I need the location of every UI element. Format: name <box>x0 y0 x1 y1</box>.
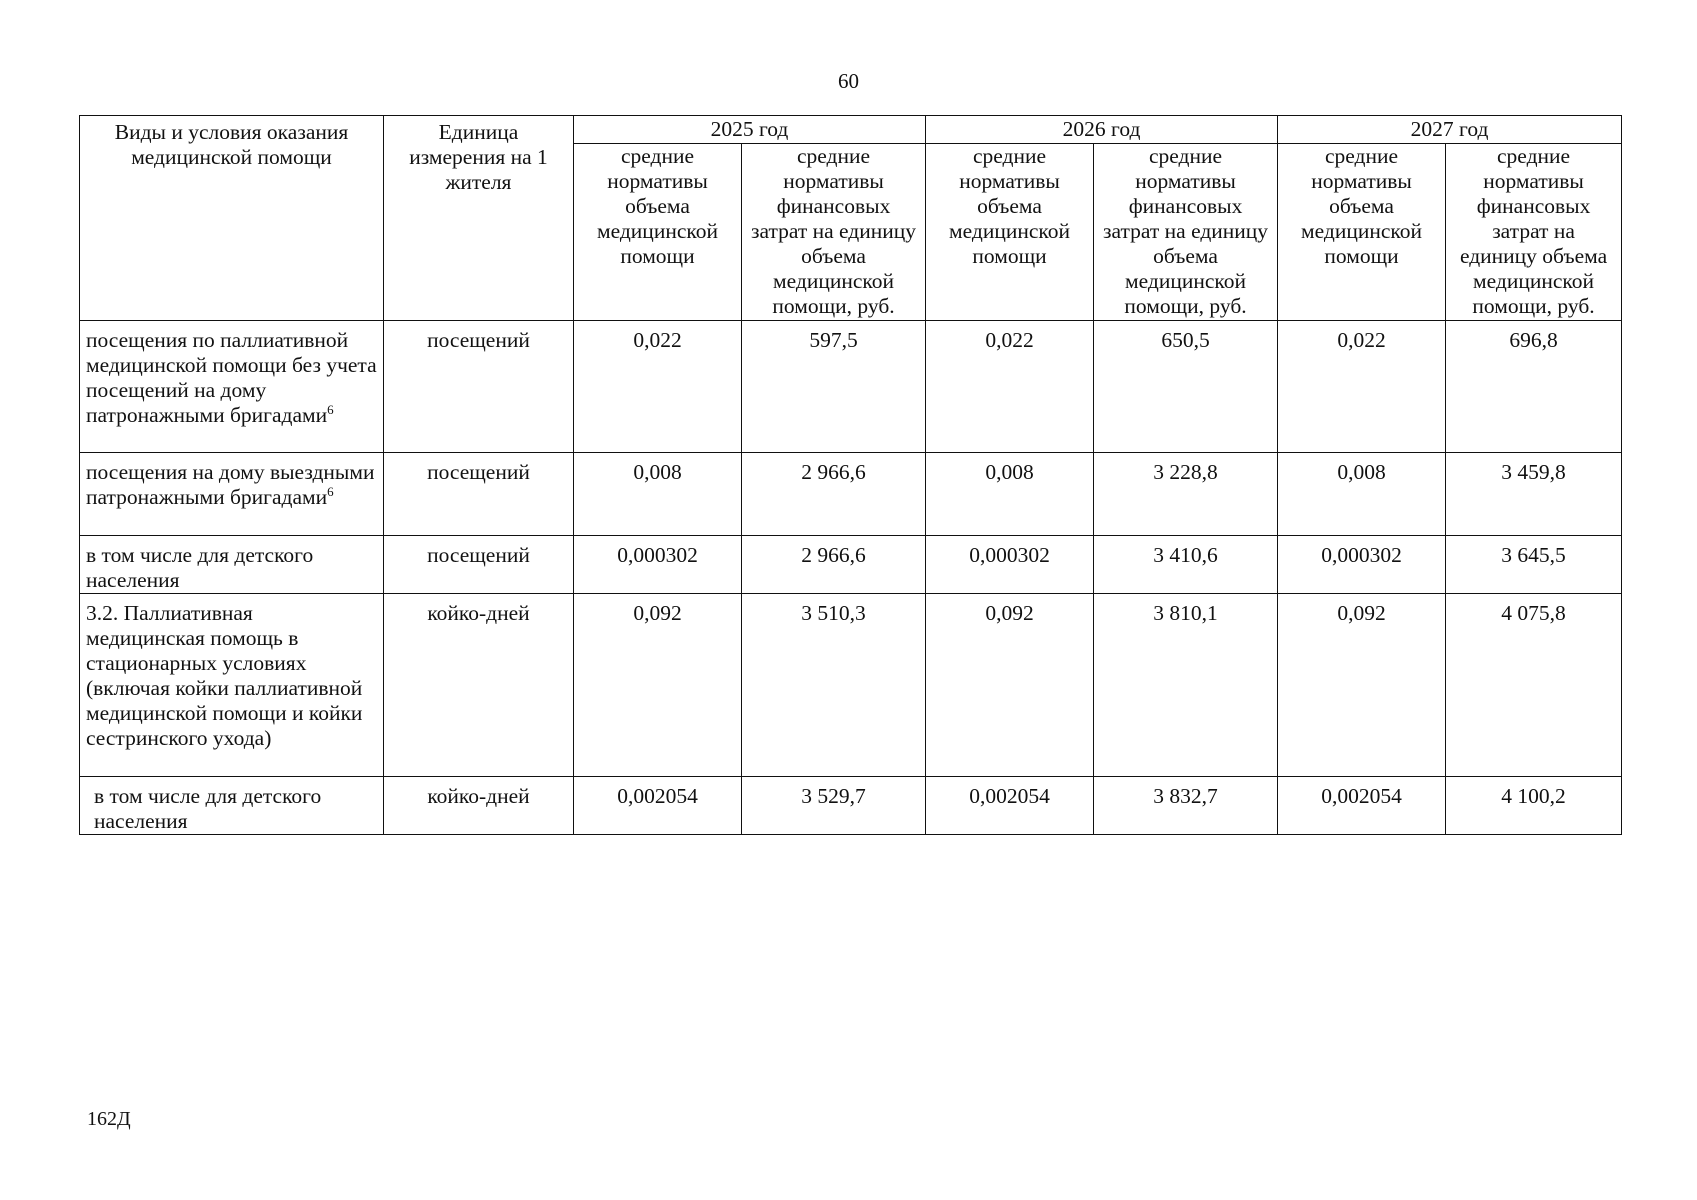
header-year-2026: 2026 год <box>926 116 1278 144</box>
cell-volume-2026: 0,002054 <box>926 777 1094 835</box>
cell-cost-2027: 3 645,5 <box>1446 536 1622 594</box>
cell-cost-2026: 3 410,6 <box>1094 536 1278 594</box>
cell-cost-2027: 4 100,2 <box>1446 777 1622 835</box>
cell-volume-2027: 0,008 <box>1278 453 1446 536</box>
cell-volume-2026: 0,092 <box>926 594 1094 777</box>
cell-volume-2027: 0,002054 <box>1278 777 1446 835</box>
footnote-marker: 6 <box>327 483 334 499</box>
cell-cost-2027: 4 075,8 <box>1446 594 1622 777</box>
cell-cost-2027: 3 459,8 <box>1446 453 1622 536</box>
table-row <box>80 453 1622 536</box>
row-label <box>80 321 384 453</box>
row-unit: посещений <box>384 321 574 453</box>
header-year-2027: 2027 год <box>1278 116 1622 144</box>
header-volume-2026: средние нормативы объема медицинской помощи <box>926 144 1094 321</box>
header-volume-2027: средние нормативы объема медицинской помощи <box>1278 144 1446 321</box>
cell-volume-2027: 0,022 <box>1278 321 1446 453</box>
row-label-text: посещения по паллиативной медицинской помощи без учета посещений на дому патронажными бригадами <box>86 328 377 427</box>
cell-cost-2025: 3 529,7 <box>742 777 926 835</box>
row-unit: посещений <box>384 453 574 536</box>
cell-cost-2025: 2 966,6 <box>742 453 926 536</box>
cell-volume-2025: 0,000302 <box>574 536 742 594</box>
row-label <box>80 453 384 536</box>
cell-volume-2027: 0,092 <box>1278 594 1446 777</box>
footnote-marker: 6 <box>327 401 334 417</box>
cell-cost-2026: 650,5 <box>1094 321 1278 453</box>
cell-volume-2025: 0,002054 <box>574 777 742 835</box>
header-volume-2025: средние нормативы объема медицинской помощи <box>574 144 742 321</box>
header-year-2025: 2025 год <box>574 116 926 144</box>
table-row <box>80 321 1622 453</box>
row-unit: койко-дней <box>384 594 574 777</box>
cell-volume-2025: 0,008 <box>574 453 742 536</box>
cell-cost-2025: 3 510,3 <box>742 594 926 777</box>
table-header-row <box>80 116 1622 144</box>
cell-cost-2026: 3 810,1 <box>1094 594 1278 777</box>
cell-volume-2025: 0,022 <box>574 321 742 453</box>
cell-volume-2026: 0,008 <box>926 453 1094 536</box>
cell-cost-2025: 2 966,6 <box>742 536 926 594</box>
header-cost-2025: средние нормативы финансовых затрат на единицу объема медицинской помощи, руб. <box>742 144 926 321</box>
header-type-of-care: Виды и условия оказания медицинской помощи <box>80 116 384 321</box>
cell-cost-2026: 3 832,7 <box>1094 777 1278 835</box>
page-number: 60 <box>838 69 859 93</box>
normatives-table <box>79 115 1622 835</box>
row-unit: койко-дней <box>384 777 574 835</box>
header-unit: Единица измерения на 1 жителя <box>384 116 574 321</box>
header-cost-2026: средние нормативы финансовых затрат на единицу объема медицинской помощи, руб. <box>1094 144 1278 321</box>
cell-volume-2027: 0,000302 <box>1278 536 1446 594</box>
cell-volume-2026: 0,022 <box>926 321 1094 453</box>
cell-volume-2025: 0,092 <box>574 594 742 777</box>
row-label-text: посещения на дому выездными патронажными бригадами <box>86 460 375 509</box>
cell-cost-2027: 696,8 <box>1446 321 1622 453</box>
row-label: в том числе для детского населения <box>80 777 384 835</box>
row-unit: посещений <box>384 536 574 594</box>
row-label: в том числе для детского населения <box>80 536 384 594</box>
cell-cost-2026: 3 228,8 <box>1094 453 1278 536</box>
cell-cost-2025: 597,5 <box>742 321 926 453</box>
table-row <box>80 777 1622 835</box>
table-row <box>80 536 1622 594</box>
header-cost-2027: средние нормативы финансовых затрат на единицу объема медицинской помощи, руб. <box>1446 144 1622 321</box>
cell-volume-2026: 0,000302 <box>926 536 1094 594</box>
row-label: 3.2. Паллиативная медицинская помощь в стационарных условиях (включая койки паллиативной медицинской помощи и койки сестринского ухода) <box>80 594 384 777</box>
table-row <box>80 594 1622 777</box>
document-code: 162Д <box>87 1108 131 1130</box>
